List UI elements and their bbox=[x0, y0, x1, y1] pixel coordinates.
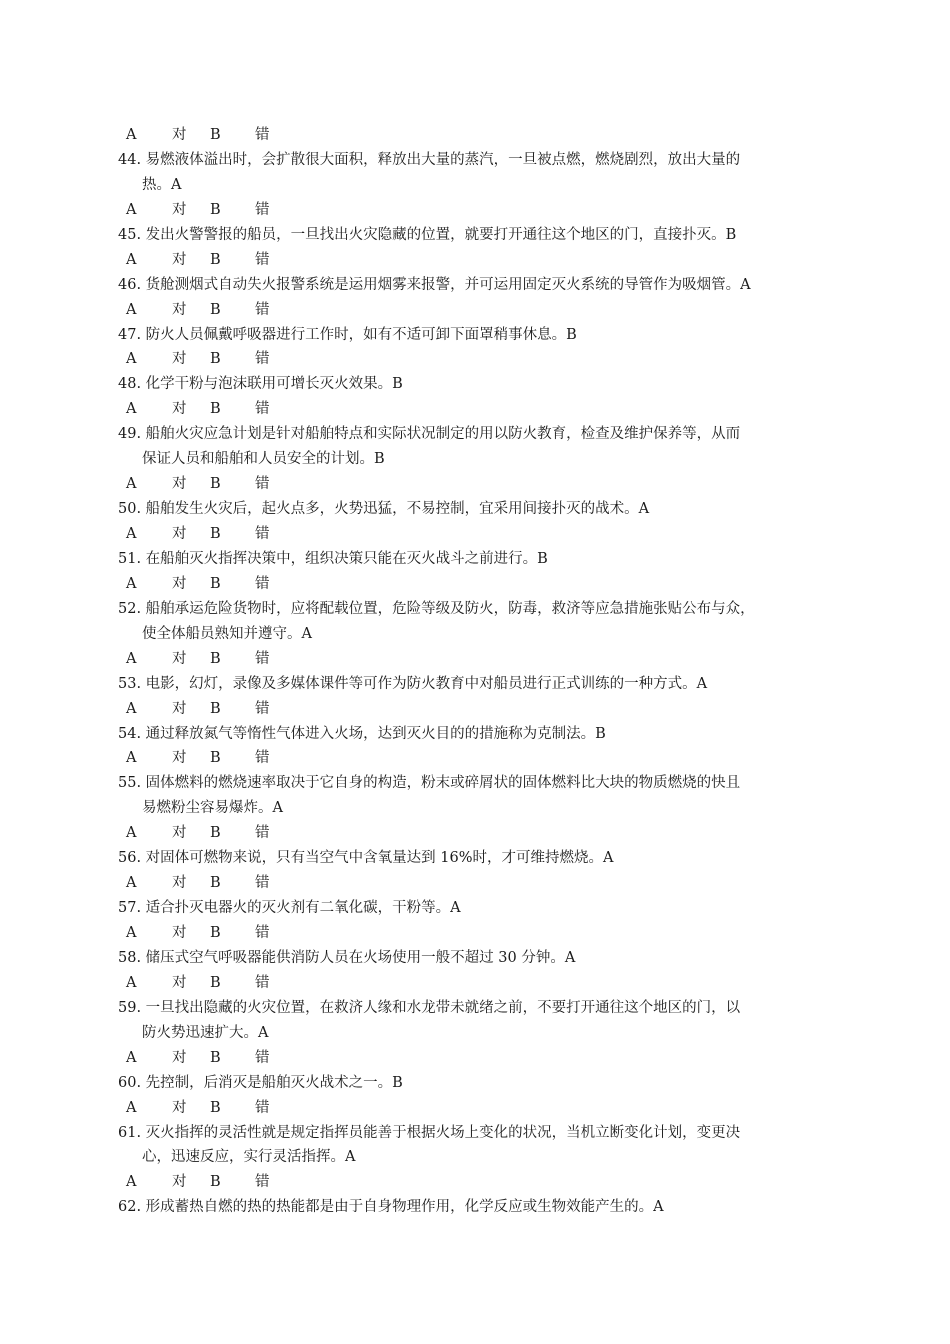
question-text: 57. 适合扑灭电器火的灭火剂有二氧化碳，干粉等。A bbox=[118, 900, 461, 917]
option-a-text: 对 bbox=[172, 825, 187, 842]
option-a-letter: A bbox=[126, 127, 137, 143]
option-a-text: 对 bbox=[172, 351, 187, 368]
answer-options-row bbox=[118, 572, 838, 597]
answer-options-row bbox=[118, 871, 838, 896]
question-text-continuation: 保证人员和船舶和人员安全的计划。B bbox=[142, 451, 385, 468]
question-text-continuation: 易燃粉尘容易爆炸。A bbox=[142, 800, 283, 817]
option-a-text: 对 bbox=[172, 1099, 187, 1116]
option-a-letter: A bbox=[126, 476, 137, 493]
question-text: 51. 在船舶灭火指挥决策中，组织决策只能在灭火战斗之前进行。B bbox=[118, 550, 548, 567]
option-b-text: 错 bbox=[255, 575, 270, 592]
option-b-text: 错 bbox=[255, 251, 270, 268]
answer-options-row bbox=[118, 472, 838, 497]
option-a-text: 对 bbox=[172, 974, 187, 991]
option-b-text: 错 bbox=[255, 401, 270, 418]
question-text: 47. 防火人员佩戴呼吸器进行工作时，如有不适可卸下面罩稍事休息。B bbox=[118, 326, 577, 343]
option-b-text: 错 bbox=[255, 700, 270, 717]
option-a-text: 对 bbox=[172, 201, 187, 218]
question-text: 54. 通过释放氮气等惰性气体进入火场，达到灭火目的的措施称为克制法。B bbox=[118, 725, 606, 742]
option-b-letter: B bbox=[210, 1174, 221, 1191]
option-b-letter: B bbox=[210, 974, 221, 991]
option-a-letter: A bbox=[126, 301, 137, 318]
question-text: 49. 船舶火灾应急计划是针对船舶特点和实际状况制定的用以防火教育，检查及维护保养等，从而 bbox=[118, 426, 741, 443]
option-b-letter: B bbox=[210, 401, 221, 418]
option-a-text: 对 bbox=[172, 875, 187, 892]
question-text: 61. 灭火指挥的灵活性就是规定指挥员能善于根据火场上变化的状况，当机立断变化计划，变更决 bbox=[118, 1124, 741, 1141]
answer-options-row bbox=[118, 746, 838, 771]
option-b-text: 错 bbox=[255, 1049, 270, 1066]
option-a-letter: A bbox=[126, 750, 137, 767]
option-a-letter: A bbox=[126, 875, 137, 892]
answer-options-row bbox=[118, 647, 838, 672]
question-text: 58. 储压式空气呼吸器能供消防人员在火场使用一般不超过 30 分钟。A bbox=[118, 949, 576, 966]
option-a-text: 对 bbox=[172, 700, 187, 717]
option-a-text: 对 bbox=[172, 650, 187, 667]
answer-options-row bbox=[118, 1096, 838, 1121]
option-a-letter: A bbox=[126, 575, 137, 592]
option-b-text: 错 bbox=[255, 974, 270, 991]
option-a-letter: A bbox=[126, 925, 137, 941]
option-b-letter: B bbox=[210, 825, 221, 842]
answer-options-row bbox=[118, 347, 838, 372]
answer-options-row bbox=[118, 123, 838, 148]
option-a-text: 对 bbox=[172, 1174, 187, 1191]
question-text: 60. 先控制，后消灭是船舶灭火战术之一。B bbox=[118, 1074, 403, 1091]
option-a-letter: A bbox=[126, 526, 137, 542]
question-text-continuation: 热。A bbox=[142, 176, 182, 193]
question-text: 44. 易燃液体溢出时，会扩散很大面积，释放出大量的蒸汽，一旦被点燃，燃烧剧烈，放出大量的 bbox=[118, 151, 741, 168]
question-text: 52. 船舶承运危险货物时，应将配载位置，危险等级及防火，防毒，救济等应急措施张贴公布与众， bbox=[118, 600, 755, 617]
option-a-letter: A bbox=[126, 650, 137, 667]
option-b-letter: B bbox=[210, 251, 221, 268]
answer-options-row bbox=[118, 697, 838, 722]
option-b-letter: B bbox=[210, 351, 221, 368]
answer-options-row bbox=[118, 298, 838, 323]
answer-options-row bbox=[118, 522, 838, 547]
option-a-letter: A bbox=[126, 825, 137, 842]
question-text: 59. 一旦找出隐藏的火灾位置，在救济人缘和水龙带未就绪之前，不要打开通往这个地区的门，以 bbox=[118, 999, 741, 1016]
answer-options-row bbox=[118, 971, 838, 996]
option-b-text: 错 bbox=[255, 301, 270, 318]
question-text: 53. 电影，幻灯，录像及多媒体课件等可作为防火教育中对船员进行正式训练的一种方式。A bbox=[118, 675, 708, 692]
option-a-text: 对 bbox=[172, 1049, 187, 1066]
option-b-letter: B bbox=[210, 925, 221, 941]
question-list bbox=[118, 123, 838, 1220]
option-a-letter: A bbox=[126, 201, 137, 218]
question-text: 62. 形成蓄热自燃的热的热能都是由于自身物理作用，化学反应或生物效能产生的。A bbox=[118, 1199, 664, 1216]
option-a-text: 对 bbox=[172, 575, 187, 592]
option-b-letter: B bbox=[210, 700, 221, 717]
option-b-text: 错 bbox=[255, 825, 270, 842]
answer-options-row bbox=[118, 821, 838, 846]
option-a-text: 对 bbox=[172, 925, 187, 941]
option-b-letter: B bbox=[210, 575, 221, 592]
option-a-letter: A bbox=[126, 401, 137, 418]
option-b-text: 错 bbox=[255, 1099, 270, 1116]
option-b-text: 错 bbox=[255, 127, 270, 143]
question-text: 48. 化学干粉与泡沫联用可增长灭火效果。B bbox=[118, 376, 403, 393]
option-a-letter: A bbox=[126, 974, 137, 991]
option-a-text: 对 bbox=[172, 301, 187, 318]
answer-options-row bbox=[118, 397, 838, 422]
question-text-continuation: 心，迅速反应，实行灵活指挥。A bbox=[142, 1149, 356, 1166]
option-a-letter: A bbox=[126, 1099, 137, 1116]
question-text-continuation: 使全体船员熟知并遵守。A bbox=[142, 625, 312, 642]
answer-options-row bbox=[118, 248, 838, 273]
option-a-text: 对 bbox=[172, 526, 187, 542]
option-b-text: 错 bbox=[255, 925, 270, 941]
option-a-text: 对 bbox=[172, 251, 187, 268]
answer-options-row bbox=[118, 1170, 838, 1195]
option-b-letter: B bbox=[210, 1049, 221, 1066]
question-text: 50. 船舶发生火灾后，起火点多，火势迅猛，不易控制，宜采用间接扑灭的战术。A bbox=[118, 501, 650, 518]
option-b-letter: B bbox=[210, 526, 221, 542]
option-b-letter: B bbox=[210, 750, 221, 767]
option-a-letter: A bbox=[126, 1174, 137, 1191]
question-text: 46. 货舱测烟式自动失火报警系统是运用烟雾来报警，并可运用固定灭火系统的导管作为吸烟管。A bbox=[118, 276, 751, 293]
question-text: 45. 发出火警警报的船员，一旦找出火灾隐藏的位置，就要打开通往这个地区的门，直接扑灭。B bbox=[118, 226, 737, 243]
option-b-text: 错 bbox=[255, 1174, 270, 1191]
option-b-text: 错 bbox=[255, 650, 270, 667]
option-b-text: 错 bbox=[255, 351, 270, 368]
option-b-letter: B bbox=[210, 301, 221, 318]
option-a-text: 对 bbox=[172, 750, 187, 767]
question-text: 56. 对固体可燃物来说，只有当空气中含氧量达到 16%时，才可维持燃烧。A bbox=[118, 850, 614, 867]
answer-options-row bbox=[118, 1046, 838, 1071]
option-b-letter: B bbox=[210, 476, 221, 493]
question-text-continuation: 防火势迅速扩大。A bbox=[142, 1024, 269, 1041]
option-b-letter: B bbox=[210, 127, 221, 143]
option-b-letter: B bbox=[210, 1099, 221, 1116]
option-b-letter: B bbox=[210, 875, 221, 892]
answer-options-row bbox=[118, 198, 838, 223]
question-text: 55. 固体燃料的燃烧速率取决于它自身的构造，粉末或碎屑状的固体燃料比大块的物质燃烧的快且 bbox=[118, 775, 741, 792]
option-b-letter: B bbox=[210, 201, 221, 218]
option-a-letter: A bbox=[126, 700, 137, 717]
option-b-text: 错 bbox=[255, 875, 270, 892]
option-b-text: 错 bbox=[255, 201, 270, 218]
option-a-text: 对 bbox=[172, 127, 187, 143]
answer-options-row bbox=[118, 921, 838, 946]
option-a-text: 对 bbox=[172, 401, 187, 418]
option-b-text: 错 bbox=[255, 526, 270, 542]
option-a-letter: A bbox=[126, 1049, 137, 1066]
option-a-letter: A bbox=[126, 351, 137, 368]
option-a-letter: A bbox=[126, 251, 137, 268]
option-b-text: 错 bbox=[255, 476, 270, 493]
option-a-text: 对 bbox=[172, 476, 187, 493]
option-b-letter: B bbox=[210, 650, 221, 667]
option-b-text: 错 bbox=[255, 750, 270, 767]
